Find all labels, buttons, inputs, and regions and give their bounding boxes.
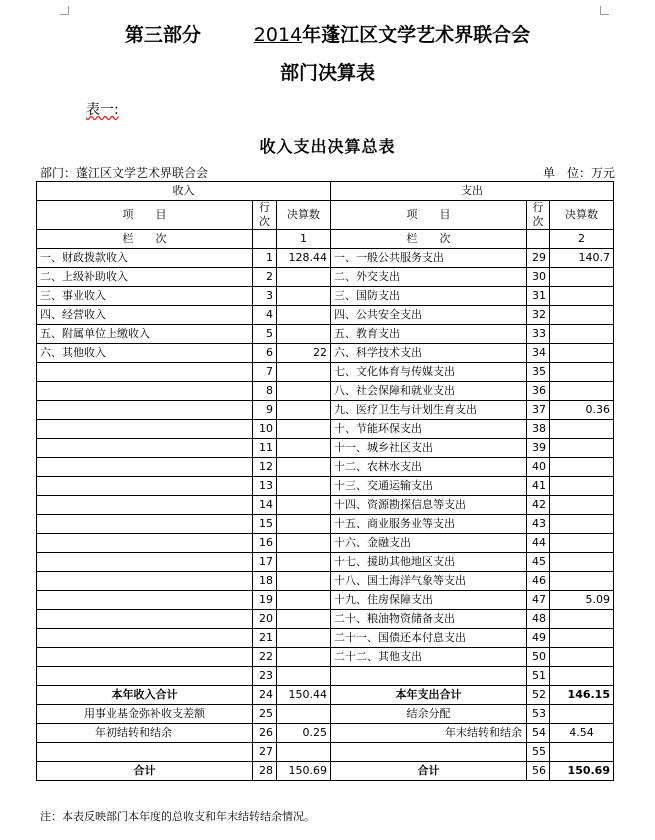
table-row <box>37 515 614 534</box>
income-item: 一、财政拨款收入 <box>37 249 253 268</box>
unit-label: 单 位：万元 <box>542 166 615 180</box>
expense-amount: 5.09 <box>550 591 614 610</box>
table-row <box>37 553 614 572</box>
expense-row-no: 44 <box>527 534 550 553</box>
expense-amount <box>550 306 614 325</box>
table-row <box>37 439 614 458</box>
income-amount <box>277 477 331 496</box>
blank-income-row-no: 27 <box>253 743 277 762</box>
sum-income-row-no: 28 <box>253 762 277 781</box>
expense-item: 八、社会保障和就业支出 <box>331 382 527 401</box>
income-row-no: 15 <box>253 515 277 534</box>
table-row <box>37 610 614 629</box>
begin-label: 年初结转和结余 <box>37 724 253 743</box>
sum-income-value: 150.69 <box>277 762 331 781</box>
grand-total-row <box>37 762 614 781</box>
income-item <box>37 534 253 553</box>
table-column-header <box>37 201 614 230</box>
income-item <box>37 420 253 439</box>
income-amount: 128.44 <box>277 249 331 268</box>
income-expense-table <box>36 181 614 781</box>
end-label: 年末结转和结余 <box>331 724 527 743</box>
expense-row-no: 36 <box>527 382 550 401</box>
expense-row-no: 37 <box>527 401 550 420</box>
expense-amount <box>550 420 614 439</box>
income-item: 二、上级补助收入 <box>37 268 253 287</box>
income-item <box>37 591 253 610</box>
income-amount <box>277 325 331 344</box>
income-item <box>37 477 253 496</box>
fund-label: 用事业基金弥补收支差额 <box>37 705 253 724</box>
income-item <box>37 610 253 629</box>
expense-item: 五、教育支出 <box>331 325 527 344</box>
table-row <box>37 306 614 325</box>
income-amount <box>277 287 331 306</box>
expense-row-no: 45 <box>527 553 550 572</box>
expense-item: 十一、城乡社区支出 <box>331 439 527 458</box>
blank-row <box>37 743 614 762</box>
income-amount <box>277 420 331 439</box>
begin-value: 0.25 <box>277 724 331 743</box>
table-row <box>37 534 614 553</box>
expense-row-no: 38 <box>527 420 550 439</box>
expense-amount <box>550 610 614 629</box>
expense-item: 三、国防支出 <box>331 287 527 306</box>
expense-row-no: 50 <box>527 648 550 667</box>
total-expense-row: 52 <box>527 686 550 705</box>
income-amount <box>277 268 331 287</box>
page-title: 第三部分 2014年蓬江区文学艺术界联合会 <box>124 24 531 46</box>
income-row-no: 11 <box>253 439 277 458</box>
income-amount <box>277 629 331 648</box>
income-row-no: 22 <box>253 648 277 667</box>
income-row-no: 5 <box>253 325 277 344</box>
expense-row-no: 32 <box>527 306 550 325</box>
table-row <box>37 363 614 382</box>
expense-item: 二十一、国债还本付息支出 <box>331 629 527 648</box>
income-amount <box>277 648 331 667</box>
sum-expense-row-no: 56 <box>527 762 550 781</box>
expense-row-no: 33 <box>527 325 550 344</box>
table-row <box>37 420 614 439</box>
expense-item: 十四、资源勘探信息等支出 <box>331 496 527 515</box>
income-amount <box>277 363 331 382</box>
expense-item: 十八、国土海洋气象等支出 <box>331 572 527 591</box>
income-row-no: 10 <box>253 420 277 439</box>
table-row <box>37 572 614 591</box>
total-income-label: 本年收入合计 <box>37 686 253 705</box>
blank-income-label <box>37 743 253 762</box>
income-row-no: 17 <box>253 553 277 572</box>
income-amount-header: 决算数 <box>277 201 331 230</box>
table-title: 收入支出决算总表 <box>259 137 396 156</box>
income-item <box>37 496 253 515</box>
expense-amount <box>550 477 614 496</box>
expense-item: 十七、援助其他地区支出 <box>331 553 527 572</box>
expense-item: 十二、农林水支出 <box>331 458 527 477</box>
footnote: 注：本表反映部门本年度的总收支和年末结转结余情况。 <box>40 810 315 823</box>
income-amount <box>277 306 331 325</box>
table-row <box>37 648 614 667</box>
expense-row-no: 41 <box>527 477 550 496</box>
expense-amount <box>550 629 614 648</box>
expense-row-header: 行次 <box>527 201 550 230</box>
table-row <box>37 401 614 420</box>
expense-row-no: 46 <box>527 572 550 591</box>
expense-amount <box>550 325 614 344</box>
income-header: 收入 <box>37 182 331 201</box>
income-item <box>37 515 253 534</box>
total-expense-value: 146.15 <box>550 686 614 705</box>
income-amount <box>277 572 331 591</box>
expense-item: 十五、商业服务业等支出 <box>331 515 527 534</box>
total-income-value: 150.44 <box>277 686 331 705</box>
dist-row-no: 53 <box>527 705 550 724</box>
table-row <box>37 477 614 496</box>
expense-row-no: 35 <box>527 363 550 382</box>
expense-amount <box>550 534 614 553</box>
income-row-no: 20 <box>253 610 277 629</box>
expense-amount: 0.36 <box>550 401 614 420</box>
income-amount <box>277 496 331 515</box>
income-row-no: 14 <box>253 496 277 515</box>
total-expense-label: 本年支出合计 <box>331 686 527 705</box>
expense-row-no: 43 <box>527 515 550 534</box>
table-row <box>37 496 614 515</box>
income-row-no: 2 <box>253 268 277 287</box>
expense-amount <box>550 287 614 306</box>
income-amount <box>277 667 331 686</box>
income-amount <box>277 591 331 610</box>
blank-expense-row-no: 55 <box>527 743 550 762</box>
expense-row-no: 47 <box>527 591 550 610</box>
income-amount <box>277 382 331 401</box>
blank-income-value <box>277 743 331 762</box>
fund-row <box>37 705 614 724</box>
income-row-no: 19 <box>253 591 277 610</box>
expense-row-no: 40 <box>527 458 550 477</box>
income-lanci-blank <box>253 230 277 249</box>
page-subtitle: 部门决算表 <box>279 62 375 84</box>
income-row-no: 13 <box>253 477 277 496</box>
sum-expense-value: 150.69 <box>550 762 614 781</box>
income-amount <box>277 458 331 477</box>
expense-lanci-blank <box>527 230 550 249</box>
expense-row-no: 42 <box>527 496 550 515</box>
income-amount <box>277 515 331 534</box>
end-value: 4.54 <box>550 724 614 743</box>
expense-item: 十九、住房保障支出 <box>331 591 527 610</box>
income-row-no: 23 <box>253 667 277 686</box>
expense-row-no: 29 <box>527 249 550 268</box>
expense-item: 七、文化体育与传媒支出 <box>331 363 527 382</box>
expense-row-no: 31 <box>527 287 550 306</box>
income-item <box>37 629 253 648</box>
blank-expense-label <box>331 743 527 762</box>
income-item <box>37 458 253 477</box>
income-item: 三、事业收入 <box>37 287 253 306</box>
income-amount <box>277 439 331 458</box>
year-text: 2014 <box>253 24 303 46</box>
income-item <box>37 363 253 382</box>
fund-row-no: 25 <box>253 705 277 724</box>
expense-item: 十三、交通运输支出 <box>331 477 527 496</box>
expense-row-no: 39 <box>527 439 550 458</box>
income-amount: 22 <box>277 344 331 363</box>
income-item <box>37 667 253 686</box>
expense-item <box>331 667 527 686</box>
income-row-no: 16 <box>253 534 277 553</box>
fund-value <box>277 705 331 724</box>
expense-row-no: 34 <box>527 344 550 363</box>
expense-header: 支出 <box>331 182 614 201</box>
dist-label: 结余分配 <box>331 705 527 724</box>
expense-row-no: 51 <box>527 667 550 686</box>
expense-amount <box>550 382 614 401</box>
income-amount <box>277 610 331 629</box>
income-item <box>37 553 253 572</box>
income-amount <box>277 534 331 553</box>
total-income-row: 24 <box>253 686 277 705</box>
table-row <box>37 287 614 306</box>
total-row <box>37 686 614 705</box>
income-row-no: 7 <box>253 363 277 382</box>
income-item-header: 项 目 <box>37 201 253 230</box>
expense-row-no: 30 <box>527 268 550 287</box>
expense-item: 九、医疗卫生与计划生育支出 <box>331 401 527 420</box>
income-item: 四、经营收入 <box>37 306 253 325</box>
table-number: 表一: <box>86 102 119 118</box>
income-item <box>37 648 253 667</box>
expense-item: 二十二、其他支出 <box>331 648 527 667</box>
income-item: 六、其他收入 <box>37 344 253 363</box>
income-row-header: 行次 <box>253 201 277 230</box>
blank-expense-value <box>550 743 614 762</box>
expense-amount <box>550 439 614 458</box>
begin-row-no: 26 <box>253 724 277 743</box>
expense-row-no: 49 <box>527 629 550 648</box>
table-row <box>37 382 614 401</box>
income-row-no: 6 <box>253 344 277 363</box>
table-row <box>37 344 614 363</box>
table-section-header <box>37 182 614 201</box>
income-row-no: 12 <box>253 458 277 477</box>
end-row-no: 54 <box>527 724 550 743</box>
income-item <box>37 382 253 401</box>
table-row <box>37 591 614 610</box>
income-row-no: 18 <box>253 572 277 591</box>
dist-value <box>550 705 614 724</box>
expense-amount <box>550 458 614 477</box>
expense-amount <box>550 363 614 382</box>
income-item <box>37 439 253 458</box>
table-row <box>37 629 614 648</box>
expense-amount <box>550 648 614 667</box>
income-item: 五、附属单位上缴收入 <box>37 325 253 344</box>
income-row-no: 21 <box>253 629 277 648</box>
expense-amount <box>550 667 614 686</box>
table-row <box>37 458 614 477</box>
expense-row-no: 48 <box>527 610 550 629</box>
expense-item: 二、外交支出 <box>331 268 527 287</box>
income-amount <box>277 401 331 420</box>
department-label: 部门：蓬江区文学艺术界联合会 <box>40 166 209 180</box>
expense-amount <box>550 496 614 515</box>
income-row-no: 8 <box>253 382 277 401</box>
expense-amount <box>550 553 614 572</box>
expense-item: 四、公共安全支出 <box>331 306 527 325</box>
expense-item-header: 项 目 <box>331 201 527 230</box>
table-row <box>37 268 614 287</box>
expense-amount <box>550 572 614 591</box>
crop-mark-top-left <box>60 6 69 15</box>
income-amount <box>277 553 331 572</box>
expense-item: 二十、粮油物资储备支出 <box>331 610 527 629</box>
carryover-row <box>37 724 614 743</box>
expense-item: 十、节能环保支出 <box>331 420 527 439</box>
expense-col-no: 2 <box>550 230 614 249</box>
crop-mark-top-right <box>600 6 609 15</box>
expense-lanci: 栏 次 <box>331 230 527 249</box>
income-row-no: 9 <box>253 401 277 420</box>
expense-amount: 140.7 <box>550 249 614 268</box>
income-lanci: 栏 次 <box>37 230 253 249</box>
income-row-no: 3 <box>253 287 277 306</box>
table-row <box>37 667 614 686</box>
income-col-no: 1 <box>277 230 331 249</box>
expense-amount <box>550 344 614 363</box>
expense-item: 一、一般公共服务支出 <box>331 249 527 268</box>
expense-item: 六、科学技术支出 <box>331 344 527 363</box>
expense-amount-header: 决算数 <box>550 201 614 230</box>
income-item <box>37 401 253 420</box>
income-item <box>37 572 253 591</box>
table-row <box>37 325 614 344</box>
income-row-no: 1 <box>253 249 277 268</box>
sum-expense-label: 合计 <box>331 762 527 781</box>
income-row-no: 4 <box>253 306 277 325</box>
column-number-row <box>37 230 614 249</box>
table-row <box>37 249 614 268</box>
expense-amount <box>550 515 614 534</box>
sum-income-label: 合计 <box>37 762 253 781</box>
expense-item: 十六、金融支出 <box>331 534 527 553</box>
expense-amount <box>550 268 614 287</box>
